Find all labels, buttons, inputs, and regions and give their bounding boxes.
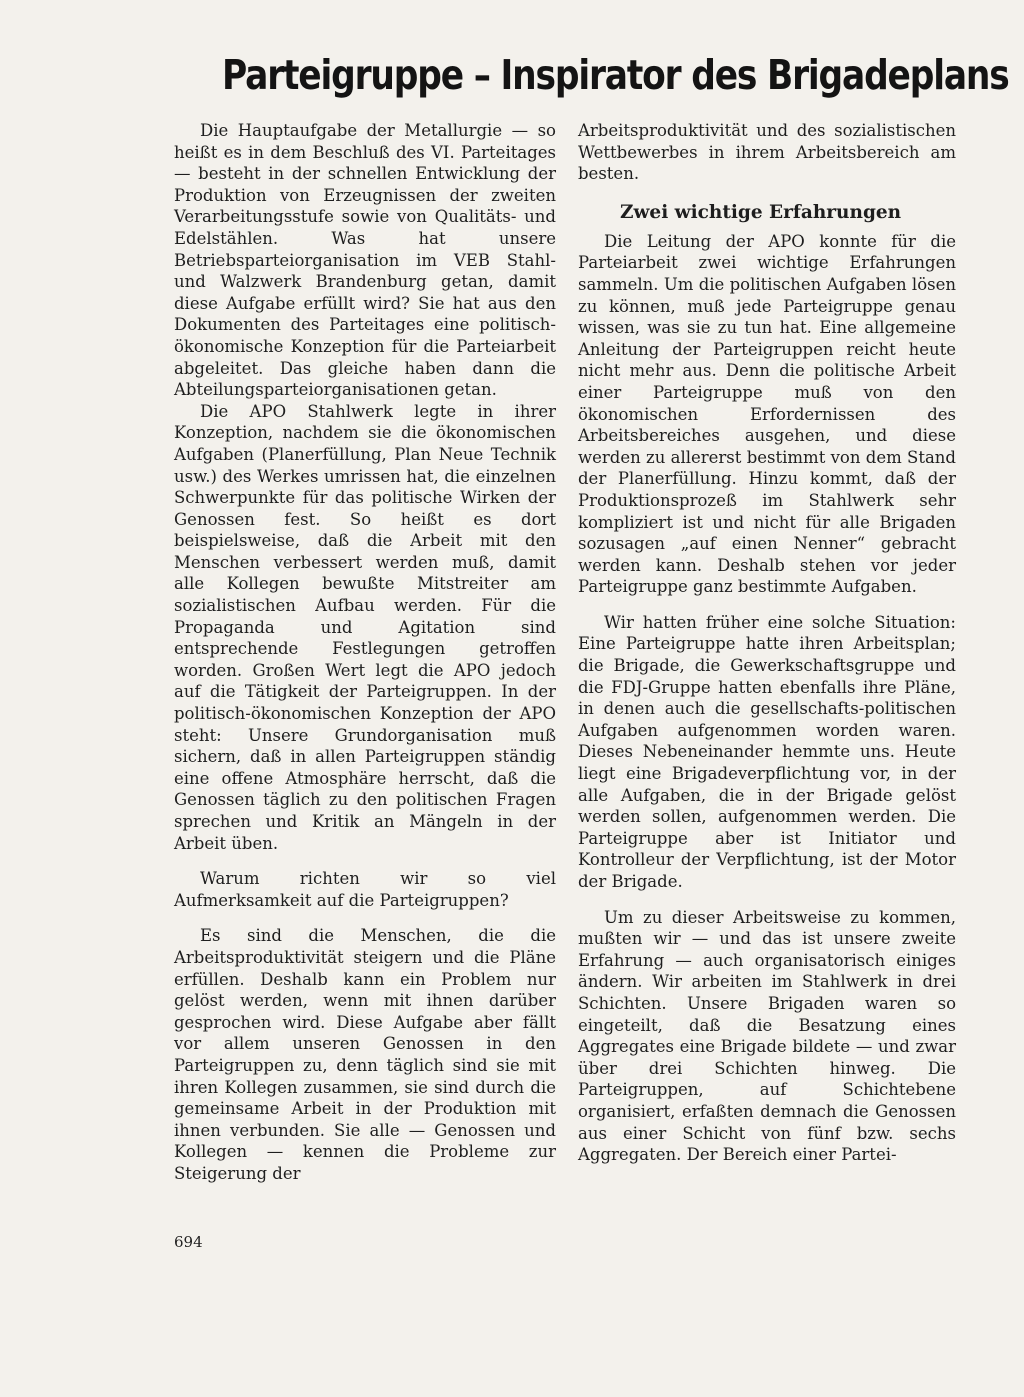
- paragraph: Die Hauptaufgabe der Metallurgie — so heißt es in dem Beschluß des VI. Parteitages — besteht in der schnellen Entwicklung der Produktion von Erzeugnissen der zweiten Verarbeitungsstufe sowie von Qualitäts- und Edelstählen. Was hat unsere Betriebsparteiorganisation im VEB Stahl- und Walzwerk Brandenburg getan, damit diese Aufgabe erfüllt wird? Sie hat aus den Dokumenten des Parteitages eine politisch-ökonomische Konzeption für die Parteiarbeit abgeleitet. Das gleiche haben dann die Abteilungsparteiorganisationen getan.: [174, 121, 556, 400]
- paragraph: Die Leitung der APO konnte für die Parteiarbeit zwei wichtige Erfahrungen sammeln. Um die politischen Aufgaben lösen zu können, muß jede Parteigruppe genau wissen, was sie zu tun hat. Eine allgemeine Anleitung der Parteigruppen reicht heute nicht mehr aus. Denn die politische Arbeit einer Parteigruppe muß von den ökonomischen Erfordernissen des Arbeitsbereiches ausgehen, und diese werden zu allererst bestimmt von dem Stand der Planerfüllung. Hinzu kommt, daß der Produktionsprozeß im Stahlwerk sehr kompliziert ist und nicht für alle Brigaden sozusagen „auf einen Nenner“ gebracht werden kann. Deshalb stehen vor jeder Parteigruppe ganz bestimmte Aufgaben.: [578, 231, 956, 597]
- paragraph: Es sind die Menschen, die die Arbeitsproduktivität steigern und die Pläne erfüllen. Deshalb kann ein Problem nur gelöst werden, wenn mit ihnen darüber gesprochen wird. Diese Aufgabe aber fällt vor allem unseren Genossen in den Parteigruppen zu, denn täglich sind sie mit ihren Kollegen zusammen, sie sind durch die gemeinsame Arbeit in der Produktion mit ihnen verbunden. Sie alle — Genossen und Kollegen — kennen die Probleme zur Steigerung der: [174, 926, 556, 1183]
- left-column: [174, 120, 556, 1185]
- right-column: [578, 120, 956, 1166]
- paragraph-continuation: Arbeitsproduktivität und des sozialistischen Wettbewerbes in ihrem Arbeitsbereich am besten.: [578, 121, 956, 184]
- page-number: 694: [174, 1233, 203, 1251]
- paragraph: Um zu dieser Arbeitsweise zu kommen, mußten wir — und das ist unsere zweite Erfahrung — auch organisatorisch einiges ändern. Wir arbeiten im Stahlwerk in drei Schichten. Unsere Brigaden waren so eingeteilt, daß die Besatzung eines Aggregates eine Brigade bildete — und zwar über drei Schichten hinweg. Die Parteigruppen, auf Schichtebene organisiert, erfaßten demnach die Genossen aus einer Schicht von fünf bzw. sechs Aggregaten. Der Bereich einer Partei-: [578, 907, 956, 1165]
- article-title: Parteigruppe – Inspirator des Brigadeplans: [222, 51, 1009, 99]
- paragraph: Die APO Stahlwerk legte in ihrer Konzeption, nachdem sie die ökonomischen Aufgaben (Planerfüllung, Plan Neue Technik usw.) des Werkes umrissen hat, die einzelnen Schwerpunkte für das politische Wirken der Genossen fest. So heißt es dort beispielsweise, daß die Arbeit mit den Menschen verbessert werden muß, damit alle Kollegen bewußte Mitstreiter am sozialistischen Aufbau werden. Für die Propaganda und Agitation sind entsprechende Festlegungen getroffen worden. Großen Wert legt die APO jedoch auf die Tätigkeit der Parteigruppen. In der politisch-ökonomischen Konzeption der APO steht: Unsere Grundorganisation muß sichern, daß in allen Parteigruppen ständig eine offene Atmosphäre herrscht, daß die Genossen täglich zu den politischen Fragen sprechen und Kritik an Mängeln in der Arbeit üben.: [174, 401, 556, 853]
- paragraph: Wir hatten früher eine solche Situation: Eine Parteigruppe hatte ihren Arbeitsplan; die Brigade, die Gewerkschaftsgruppe und die FDJ-Gruppe hatten ebenfalls ihre Pläne, in denen auch die gesellschafts-politischen Aufgaben aufgenommen worden waren. Dieses Nebeneinander hemmte uns. Heute liegt eine Brigadeverpflichtung vor, in der alle Aufgaben, die in der Brigade gelöst werden sollen, aufgenommen werden. Die Parteigruppe aber ist Initiator und Kontrolleur der Verpflichtung, ist der Motor der Brigade.: [578, 612, 956, 891]
- section-heading: Zwei wichtige Erfahrungen: [620, 201, 902, 223]
- question-paragraph: Warum richten wir so viel Aufmerksamkeit auf die Parteigruppen?: [174, 869, 556, 910]
